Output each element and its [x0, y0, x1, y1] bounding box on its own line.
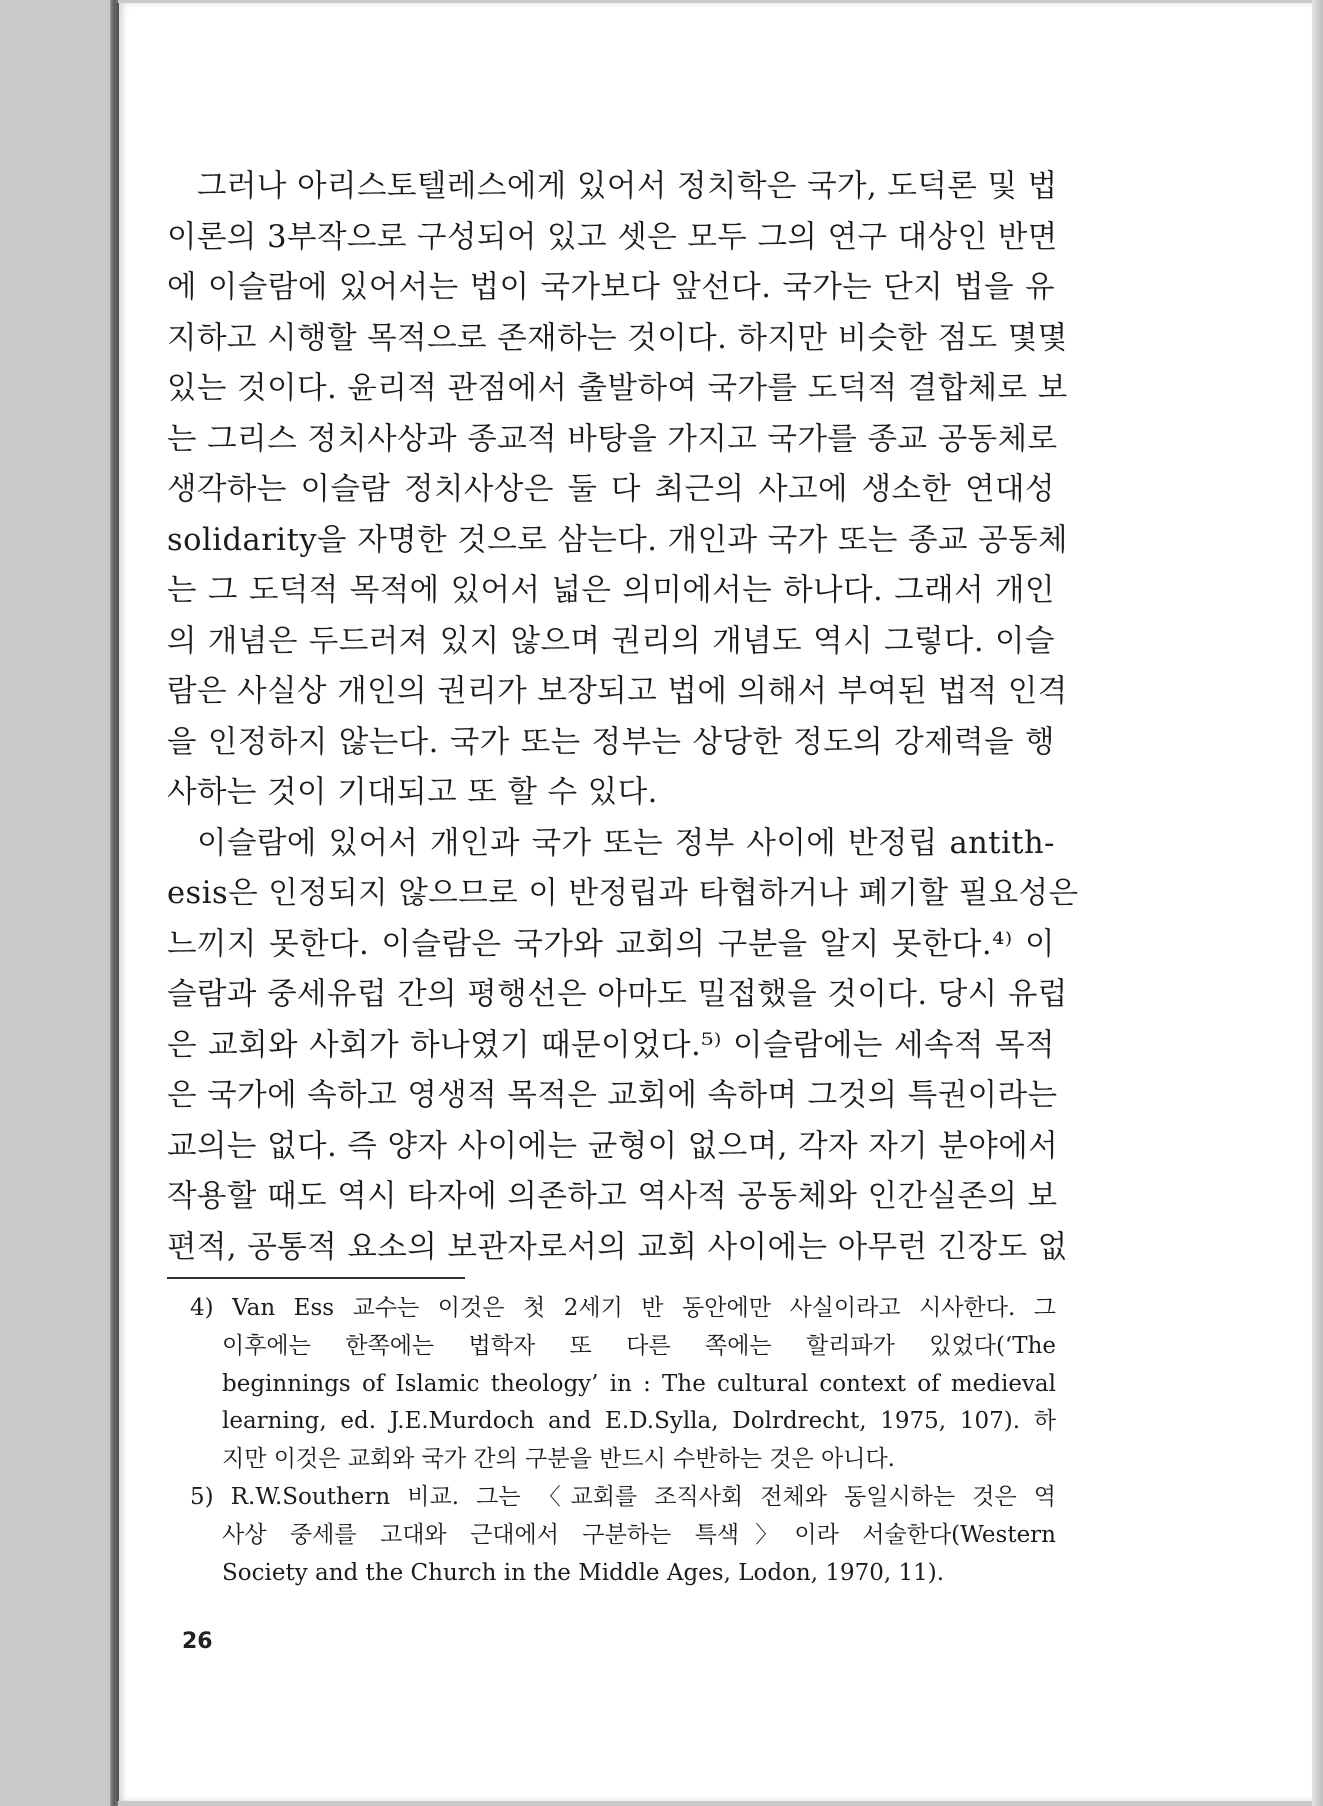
page-number: 26: [182, 1629, 213, 1654]
body-line: esis은 인정되지 않으므로 이 반정립과 타협하거나 폐기할 필요성은: [167, 876, 1079, 911]
body-line: 을 인정하지 않는다. 국가 또는 정부는 상당한 정도의 강제력을 행: [167, 724, 1055, 760]
body-line: 에 이슬람에 있어서는 법이 국가보다 앞선다. 국가는 단지 법을 유: [167, 270, 1055, 305]
body-line: 사하는 것이 기대되고 또 할 수 있다.: [167, 775, 658, 810]
body-line: 은 국가에 속하고 영생적 목적은 교회에 속하며 그것의 특권이라는: [167, 1078, 1058, 1113]
body-line: 이슬람에 있어서 개인과 국가 또는 정부 사이에 반정립 antith-: [197, 825, 1055, 861]
footnote-line: 5) R.W.Southern 비교. 그는 〈교회를 조직사회 전체와 동일시하는 것은 역: [190, 1483, 1056, 1510]
body-line: solidarity을 자명한 것으로 삼는다. 개인과 국가 또는 종교 공동체: [167, 522, 1068, 558]
body-line: 있는 것이다. 윤리적 관점에서 출발하여 국가를 도덕적 결합체로 보: [167, 371, 1068, 406]
footnotes: [190, 1290, 1056, 1592]
footnote-line: beginnings of Islamic theology’ in : The cultural context of medieval: [222, 1370, 1056, 1397]
page-right-edge: [1312, 0, 1323, 1806]
footnote-line: Society and the Church in the Middle Ages, Lodon, 1970, 11).: [222, 1559, 945, 1586]
footnote-line: 지만 이것은 교회와 국가 간의 구분을 반드시 수반하는 것은 아니다.: [222, 1446, 895, 1473]
body-line: 은 교회와 사회가 하나였기 때문이었다.⁵⁾ 이슬람에는 세속적 목적: [167, 1027, 1055, 1063]
body-line: 느끼지 못한다. 이슬람은 국가와 교회의 구분을 알지 못한다.⁴⁾ 이: [167, 926, 1055, 962]
body-line: 작용할 때도 역시 타자에 의존하고 역사적 공동체와 인간실존의 보: [167, 1179, 1058, 1214]
body-line: 람은 사실상 개인의 권리가 보장되고 법에 의해서 부여된 법적 인격: [167, 674, 1068, 709]
body-line: 이론의 3부작으로 구성되어 있고 셋은 모두 그의 연구 대상인 반면: [167, 219, 1058, 255]
footnote-line: 4) Van Ess 교수는 이것은 첫 2세기 반 동안에만 사실이라고 시사한다. 그: [190, 1295, 1056, 1321]
body-line: 는 그 도덕적 목적에 있어서 넓은 의미에서는 하나다. 그래서 개인: [167, 573, 1055, 608]
footnote-line: learning, ed. J.E.Murdoch and E.D.Sylla, Dolrdrecht, 1975, 107). 하: [222, 1408, 1056, 1435]
body-line: 슬람과 중세유럽 간의 평행선은 아마도 밀접했을 것이다. 당시 유럽: [167, 977, 1068, 1012]
body-line: 의 개념은 두드러져 있지 않으며 권리의 개념도 역시 그렇다. 이슬: [167, 623, 1055, 659]
footnote-5: [190, 1479, 1056, 1592]
body-line: 지하고 시행할 목적으로 존재하는 것이다. 하지만 비슷한 점도 몇몇: [167, 320, 1068, 356]
body-text: [167, 162, 1079, 1273]
footnote-divider: [167, 1277, 465, 1279]
footnote-line: 이후에는 한쪽에는 법학자 또 다른 쪽에는 할리파가 있었다(‘The: [222, 1332, 1056, 1359]
body-line: 교의는 없다. 즉 양자 사이에는 균형이 없으며, 각자 자기 분야에서: [167, 1128, 1059, 1164]
body-line: 는 그리스 정치사상과 종교적 바탕을 가지고 국가를 종교 공동체로: [167, 421, 1058, 457]
body-line: 그러나 아리스토텔레스에게 있어서 정치학은 국가, 도덕론 및 법: [197, 169, 1058, 204]
body-line: 편적, 공통적 요소의 보관자로서의 교회 사이에는 아무런 긴장도 없: [167, 1229, 1068, 1265]
footnote-4: [190, 1290, 1056, 1479]
footnote-line: 사상 중세를 고대와 근대에서 구분하는 특색〉이라 서술한다(Western: [222, 1521, 1056, 1548]
body-line: 생각하는 이슬람 정치사상은 둘 다 최근의 사고에 생소한 연대성: [167, 472, 1055, 507]
